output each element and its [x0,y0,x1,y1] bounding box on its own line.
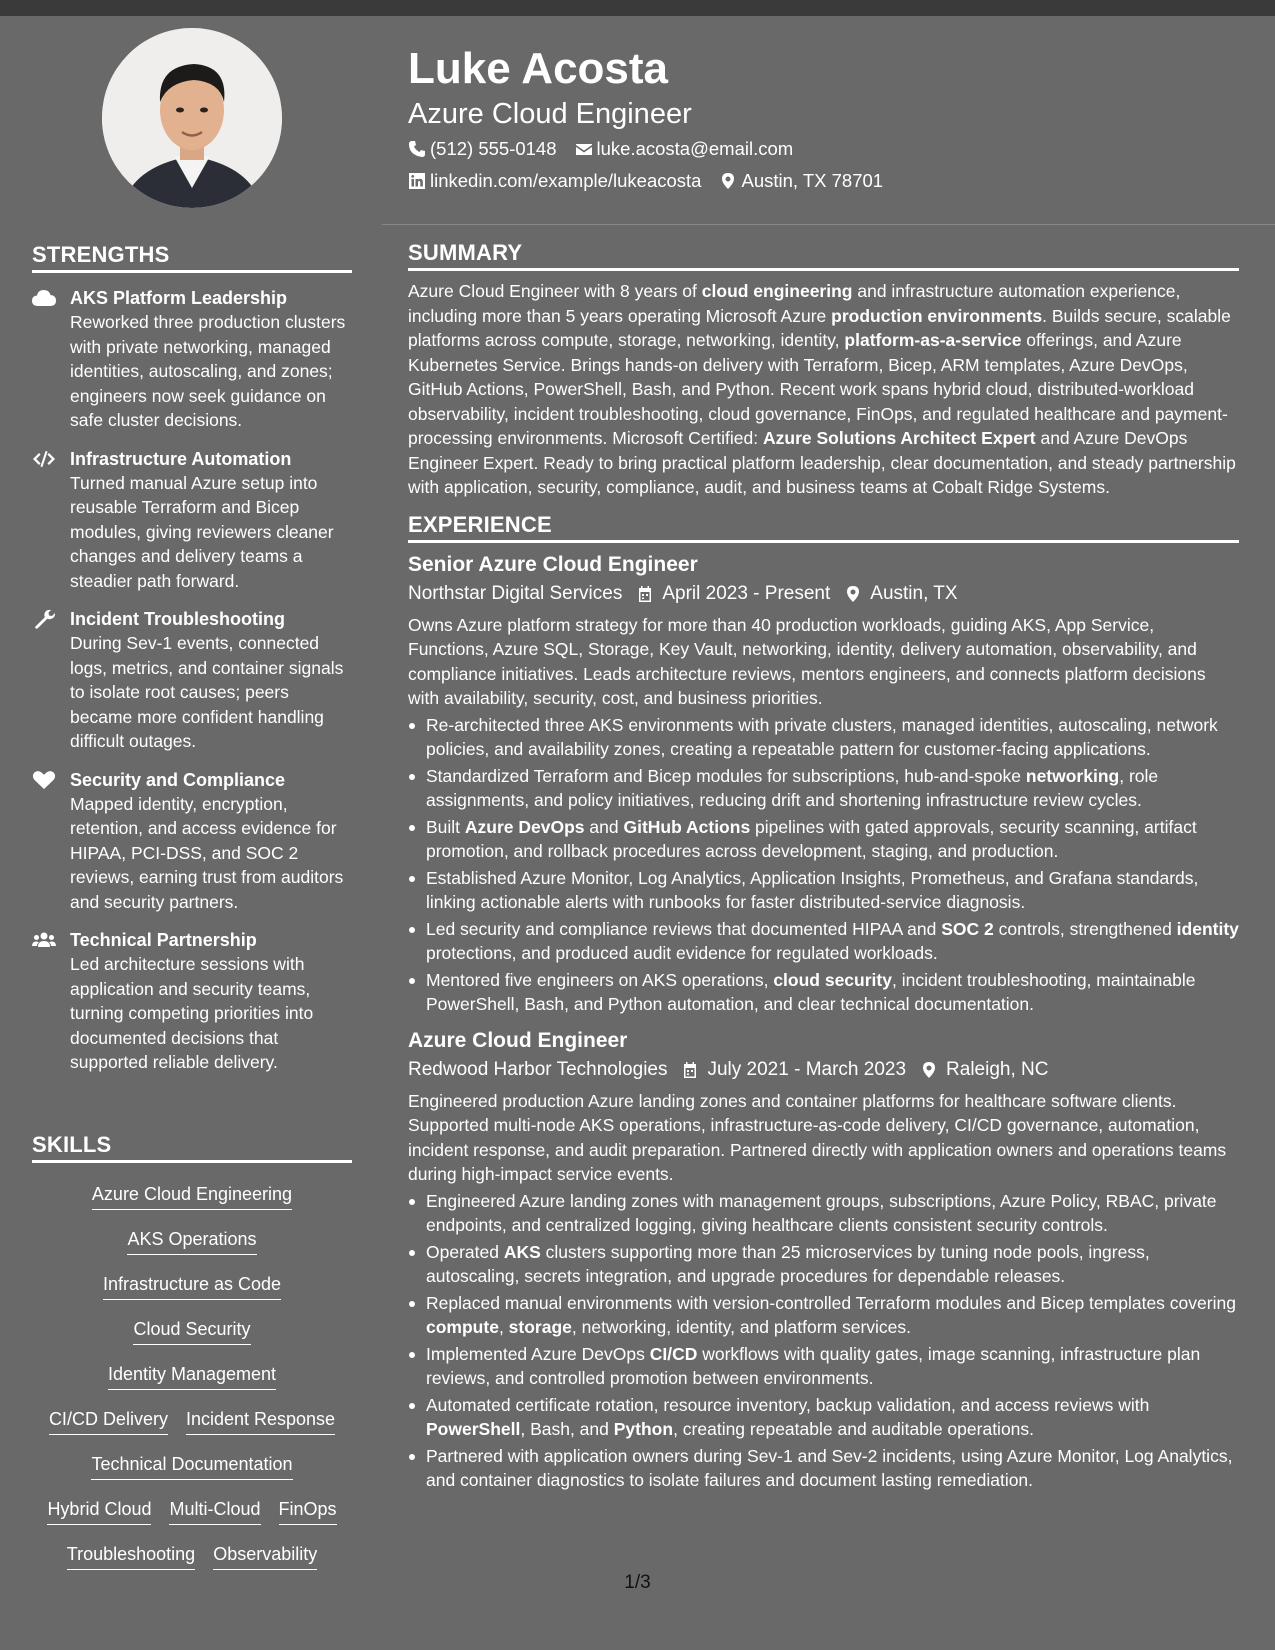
top-bar [0,0,1275,16]
job-location: Austin, TX [870,582,958,604]
linkedin-url[interactable]: linkedin.com/example/lukeacosta [430,170,702,191]
cloud-icon [32,286,70,433]
skills-list [32,1182,352,1587]
email-address[interactable]: luke.acosta@email.com [596,138,794,159]
job-bullet: Standardized Terraform and Bicep modules for subscriptions, hub-and-spoke networking, role assignments, and policy initiatives, reducing drift and shortening infrastructure review cycles. [408,764,1239,813]
skill-row [32,1362,352,1407]
location-contact [719,166,883,196]
skill-row [32,1497,352,1542]
strength-title: Infrastructure Automation [70,448,292,469]
job-bullet: Operated AKS clusters supporting more than 25 microservices by tuning node pools, ingress, autoscaling, secrets integration, and upgrade procedures for dependable releases. [408,1240,1239,1289]
code-icon [32,447,70,594]
skill-tag: Azure Cloud Engineering [92,1182,292,1210]
skill-tag: Observability [213,1542,317,1570]
job-bullet: Implemented Azure DevOps CI/CD workflows with quality gates, image scanning, infrastructure plan reviews, and controlled promotion between environments. [408,1342,1239,1391]
strength-title: Technical Partnership [70,930,257,950]
skill-tag: Identity Management [108,1362,276,1390]
strength-item [32,768,352,915]
candidate-name: Luke Acosta [408,44,669,93]
job-dates: July 2021 - March 2023 [707,1058,907,1080]
candidate-role: Azure Cloud Engineer [408,98,692,130]
job-bullet: Replaced manual environments with version-controlled Terraform modules and Bicep templates covering compute, storage, networking, identity, and platform services. [408,1291,1239,1340]
skill-row [32,1227,352,1272]
location-text: Austin, TX 78701 [741,170,884,191]
job-title: Azure Cloud Engineer [408,1028,628,1052]
job-entry [408,551,1239,1017]
strength-title: Incident Troubleshooting [70,609,285,629]
map-pin-icon [844,585,862,603]
skill-tag: Multi-Cloud [169,1497,260,1525]
users-icon [32,928,70,1075]
strength-item [32,447,352,594]
contact-row [408,166,1238,196]
job-dates: April 2023 - Present [662,582,831,604]
calendar-icon [681,1061,699,1079]
strength-item [32,928,352,1075]
skill-tag: CI/CD Delivery [49,1407,168,1435]
strength-description: Led architecture sessions with application and security teams, turning competing priorities into documented decisions that supported reliable delivery. [70,954,314,1072]
job-meta [408,579,1239,609]
resume-header [408,44,1238,196]
strength-item [32,286,352,433]
company-name: Redwood Harbor Technologies [408,1058,668,1080]
job-description: Engineered production Azure landing zones and container platforms for healthcare software clients. Supported multi-node AKS operations, infrastructure-as-code delivery, CI/CD governance, automation, incident response, and audit preparation. Partnered directly with application owners and operations teams during high-impact service events. [408,1090,1227,1184]
strength-description: Reworked three production clusters with private networking, managed identities, autoscaling, and zones; engineers now seek guidance on safe cluster decisions. [70,312,346,430]
job-bullet: Mentored five engineers on AKS operations, cloud security, incident troubleshooting, maintainable PowerShell, Bash, and Python automation, and clear technical documentation. [408,968,1239,1017]
main-content [408,240,1239,1503]
job-bullet: Led security and compliance reviews that documented HIPAA and SOC 2 controls, strengthened identity protections, and produced audit evidence for regulated workloads. [408,917,1239,966]
map-pin-icon [719,172,737,190]
summary-text: Azure Cloud Engineer with 8 years of cloud engineering and infrastructure automation experience, including more than 5 years operating Microsoft Azure production environments. Builds secure, scalable platforms across compute, storage, networking, identity, platform-as-a-service offerings, and Azure Kubernetes Service. Brings hands-on delivery with Terraform, Bicep, ARM templates, Azure DevOps, GitHub Actions, PowerShell, Bash, and Python. Recent work spans hybrid cloud, distributed-workload observability, incident troubleshooting, cloud governance, FinOps, and regulated healthcare and payment-processing environments. Microsoft Certified: Azure Solutions Architect Expert and Azure DevOps Engineer Expert. Ready to bring practical platform leadership, clear documentation, and steady partnership with application, security, compliance, audit, and business teams at Cobalt Ridge Systems. [408,281,1236,497]
job-bullet: Re-architected three AKS environments with private clusters, managed identities, autoscaling, network policies, and availability zones, creating a repeatable pattern for customer-facing applications. [408,713,1239,762]
calendar-icon [636,585,654,603]
resume-page [0,16,1275,1650]
phone-number: (512) 555-0148 [430,138,557,159]
skill-tag: Infrastructure as Code [103,1272,281,1300]
linkedin-icon [408,172,426,190]
summary-title: SUMMARY [408,240,1239,271]
skill-tag: AKS Operations [127,1227,256,1255]
strengths-title: STRENGTHS [32,242,352,273]
skill-tag: Cloud Security [133,1317,250,1345]
experience-title: EXPERIENCE [408,512,1239,543]
envelope-icon [575,140,593,158]
job-entry [408,1027,1239,1493]
skill-tag: Technical Documentation [91,1452,292,1480]
strength-description: During Sev-1 events, connected logs, metrics, and container signals to isolate root causes; peers became more confident handling difficult outages. [70,633,344,751]
skill-row [32,1182,352,1227]
email-contact[interactable] [575,134,794,164]
skill-tag: Hybrid Cloud [47,1497,151,1525]
strength-title: AKS Platform Leadership [70,288,288,308]
job-bullet: Established Azure Monitor, Log Analytics, Application Insights, Prometheus, and Grafana standards, linking actionable alerts with runbooks for faster distributed-service diagnosis. [408,866,1239,915]
profile-photo [102,28,282,208]
strength-description: Mapped identity, encryption, retention, and access evidence for HIPAA, PCI-DSS, and SOC 2 reviews, earning trust from auditors and security partners. [70,793,344,912]
job-meta [408,1055,1239,1085]
skill-tag: FinOps [279,1497,337,1525]
skill-row [32,1272,352,1317]
heart-icon [32,768,70,915]
company-name: Northstar Digital Services [408,582,623,604]
strength-description: Turned manual Azure setup into reusable Terraform and Bicep modules, giving reviewers cleaner changes and delivery teams a steadier path forward. [70,472,334,591]
page-number: 1/3 [624,1572,651,1593]
job-bullet: Automated certificate rotation, resource inventory, backup validation, and access reviews with PowerShell, Bash, and Python, creating repeatable and auditable operations. [408,1393,1239,1442]
job-title: Senior Azure Cloud Engineer [408,552,698,576]
job-bullet: Partnered with application owners during Sev-1 and Sev-2 incidents, using Azure Monitor, Log Analytics, and container diagnostics to isolate failures and document lasting remediation. [408,1444,1239,1493]
strength-item [32,607,352,754]
strength-title: Security and Compliance [70,769,286,790]
skill-row [32,1452,352,1497]
skill-tag: Troubleshooting [67,1542,195,1570]
linkedin-contact[interactable] [408,166,701,196]
wrench-icon [32,607,70,754]
job-bullets [408,713,1239,1017]
header-divider [382,224,1275,225]
job-bullet: Built Azure DevOps and GitHub Actions pipelines with gated approvals, security scanning, artifact promotion, and rollback procedures across development, staging, and production. [408,815,1239,864]
phone-icon [408,140,426,158]
skill-tag: Incident Response [186,1407,335,1435]
job-bullets [408,1189,1239,1493]
skill-row [32,1317,352,1362]
job-location: Raleigh, NC [946,1058,1049,1080]
profile-photo-icon [102,28,282,208]
skills-title: SKILLS [32,1132,352,1163]
skill-row [32,1407,352,1452]
contact-row [408,134,1238,164]
strengths-list [32,286,352,1089]
map-pin-icon [920,1061,938,1079]
job-bullet: Engineered Azure landing zones with management groups, subscriptions, Azure Policy, RBAC, private endpoints, and centralized logging, giving healthcare clients consistent security controls. [408,1189,1239,1238]
job-description: Owns Azure platform strategy for more than 40 production workloads, guiding AKS, App Service, Functions, Azure SQL, Storage, Key Vault, networking, identity, delivery automation, observability, and compliance initiatives. Leads architecture reviews, mentors engineers, and connects platform decisions with availability, security, cost, and business priorities. [408,614,1206,708]
phone-contact [408,134,557,164]
